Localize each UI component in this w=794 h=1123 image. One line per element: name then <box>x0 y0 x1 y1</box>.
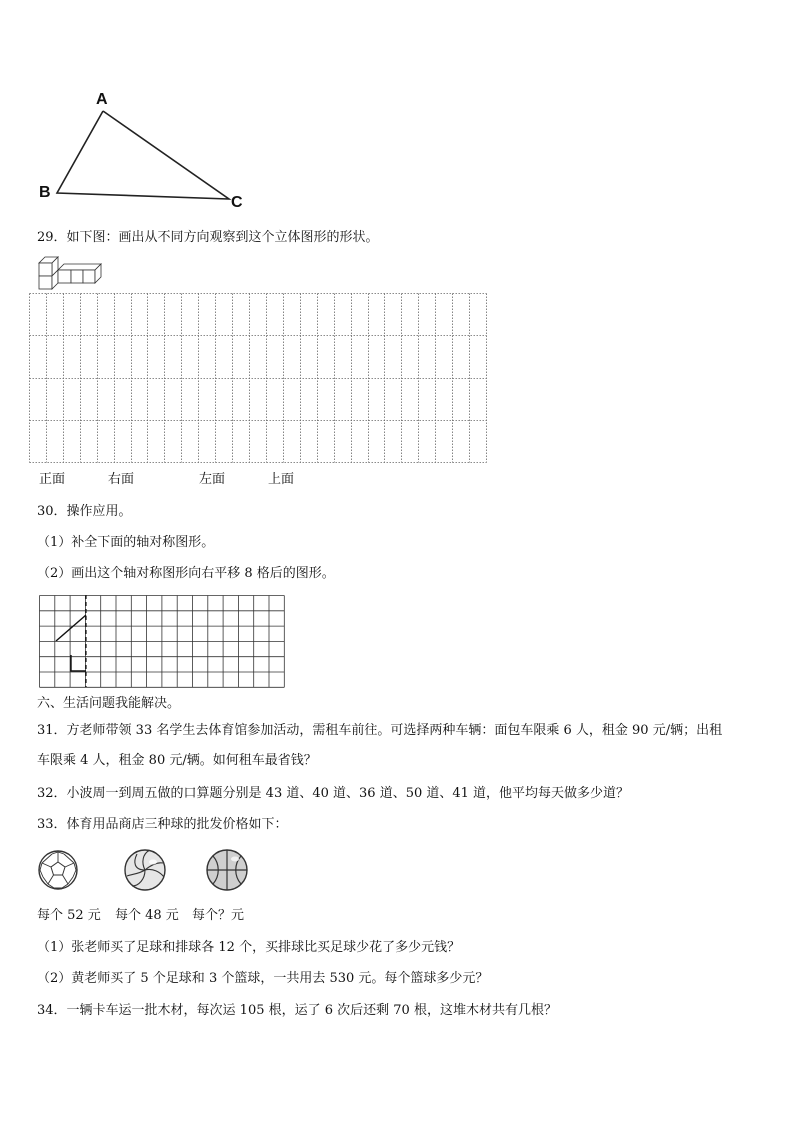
question-31-line1: 31．方老师带领 33 名学生去体育馆参加活动，需租车前往。可选择两种车辆：面包车限乘 6 人，租金 90 元/辆；出租 <box>37 723 723 738</box>
question-30-sub2: （2）画出这个轴对称图形向右平移 8 格后的图形。 <box>37 566 335 581</box>
question-29-text: 29．如下图：画出从不同方向观察到这个立体图形的形状。 <box>37 230 379 245</box>
soccer-ball-icon <box>37 849 79 891</box>
symmetry-grid <box>39 595 289 690</box>
question-31-line2: 车限乘 4 人，租金 80 元/辆。如何租车最省钱？ <box>37 753 317 768</box>
question-34-text: 34．一辆卡车运一批木材，每次运 105 根，运了 6 次后还剩 70 根，这堆木材共有几根？ <box>37 1003 557 1018</box>
question-32-text: 32．小波周一到周五做的口算题分别是 43 道、40 道、36 道、50 道、41 道，他平均每天做多少道？ <box>37 786 630 801</box>
view-label-top: 上面 <box>268 472 295 487</box>
soccer-ball-price: 每个 52 元 <box>37 908 101 923</box>
view-label-front: 正面 <box>39 472 66 487</box>
question-33-text: 33．体育用品商店三种球的批发价格如下： <box>37 817 288 832</box>
drawing-grid-dotted <box>29 293 489 465</box>
vertex-c-label: C <box>231 194 243 211</box>
basketball-price: 每个？元 <box>192 908 245 923</box>
question-30-title: 30．操作应用。 <box>37 504 132 519</box>
question-33-sub2: （2）黄老师买了 5 个足球和 3 个篮球，一共用去 530 元。每个篮球多少元？ <box>37 971 489 986</box>
question-30-sub1: （1）补全下面的轴对称图形。 <box>37 535 215 550</box>
view-label-right: 右面 <box>108 472 135 487</box>
vertex-b-label: B <box>39 184 51 201</box>
question-33-sub1: （1）张老师买了足球和排球各 12 个，买排球比买足球少花了多少元钱？ <box>37 940 461 955</box>
section-6-title: 六、生活问题我能解决。 <box>37 696 181 711</box>
basketball-icon <box>205 848 249 892</box>
volleyball-price: 每个 48 元 <box>115 908 179 923</box>
vertex-a-label: A <box>96 91 108 108</box>
volleyball-icon <box>123 848 167 892</box>
view-label-left: 左面 <box>199 472 226 487</box>
cube-solid-figure <box>37 253 107 293</box>
